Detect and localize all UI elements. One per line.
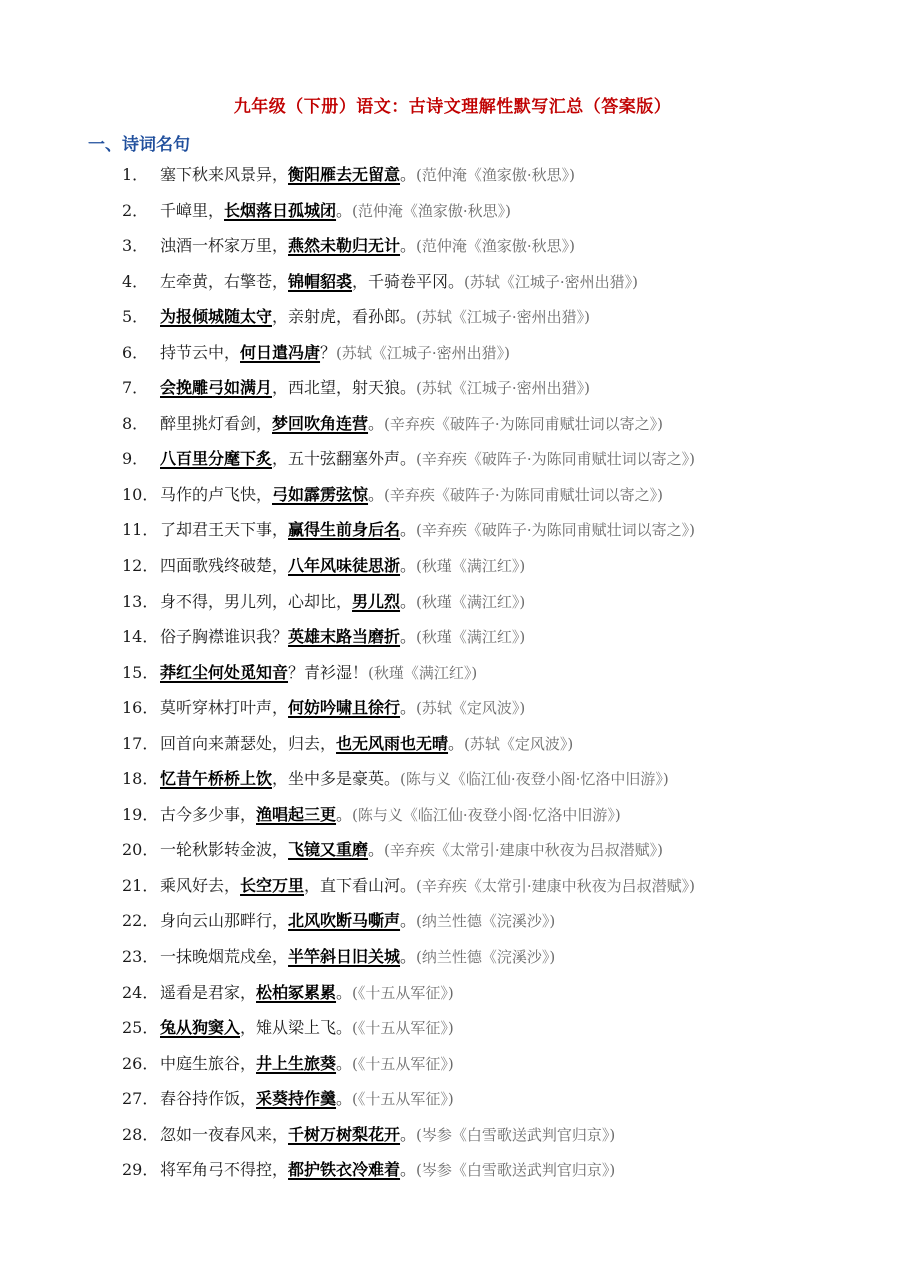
- item-source: (苏轼《江城子·密州出猎》): [416, 379, 591, 398]
- item-suffix: 。: [336, 200, 353, 220]
- answer-text: 何妨吟啸且徐行: [288, 698, 401, 718]
- item-suffix: 。: [400, 591, 417, 611]
- list-item: [122, 726, 892, 762]
- item-source: (《十五从军征》): [352, 1019, 454, 1038]
- item-suffix: 。: [400, 520, 417, 540]
- item-source: (《十五从军征》): [352, 1054, 454, 1073]
- item-suffix: 。: [400, 1124, 417, 1144]
- document-title: 九年级（下册）语文：古诗文理解性默写汇总（答案版）: [233, 97, 672, 117]
- item-source: (陈与义《临江仙·夜登小阁·忆洛中旧游》): [400, 770, 669, 789]
- section-heading: 一、诗词名句: [88, 135, 190, 155]
- item-suffix: ，千骑卷平冈。: [352, 271, 465, 291]
- item-number: 24．: [122, 982, 159, 1002]
- item-number: 19．: [122, 804, 159, 824]
- list-item: [122, 228, 892, 264]
- item-suffix: 。: [400, 556, 417, 576]
- item-source: (苏轼《定风波》): [416, 699, 526, 718]
- item-number: 5．: [122, 307, 149, 327]
- item-prefix: 遥看是君家，: [160, 982, 257, 1002]
- list-item: [122, 477, 892, 513]
- item-suffix: ，雉从梁上飞。: [240, 1018, 353, 1038]
- item-number: 7．: [122, 378, 149, 398]
- list-item: [122, 619, 892, 655]
- list-item: [122, 797, 892, 833]
- item-number: 9．: [122, 449, 149, 469]
- item-number: 4．: [122, 271, 149, 291]
- list-item: [122, 1081, 892, 1117]
- item-prefix: 了却君王天下事，: [160, 520, 289, 540]
- answer-text: 锦帽貂裘: [288, 271, 353, 291]
- item-source: (苏轼《定风波》): [464, 734, 574, 753]
- answer-text: 也无风雨也无晴: [336, 733, 449, 753]
- item-prefix: 回首向来萧瑟处，归去，: [160, 733, 337, 753]
- answer-text: 北风吹断马嘶声: [288, 911, 401, 931]
- item-suffix: 。: [400, 1160, 417, 1180]
- answer-text: 燕然未勒归无计: [288, 236, 401, 256]
- answer-text: 英雄末路当磨折: [288, 627, 401, 647]
- list-item: [122, 299, 892, 335]
- poem-list: [122, 157, 892, 1188]
- item-number: 13．: [122, 591, 159, 611]
- item-prefix: 持节云中，: [160, 342, 241, 362]
- list-item: [122, 548, 892, 584]
- answer-text: 兔从狗窦入: [160, 1018, 241, 1038]
- answer-text: 长空万里: [240, 875, 305, 895]
- answer-text: 松柏冢累累: [256, 982, 337, 1002]
- item-prefix: 浊酒一杯家万里，: [160, 236, 289, 256]
- item-source: (辛弃疾《太常引·建康中秋夜为吕叔潜赋》): [416, 876, 696, 895]
- answer-text: 八年风味徒思浙: [288, 556, 401, 576]
- item-prefix: 醉里挑灯看剑，: [160, 413, 273, 433]
- item-prefix: 将军角弓不得控，: [160, 1160, 289, 1180]
- item-source: (秋瑾《满江红》): [416, 557, 526, 576]
- item-source: (秋瑾《满江红》): [368, 663, 478, 682]
- answer-text: 为报倾城随太守: [160, 307, 273, 327]
- item-prefix: 左牵黄，右擎苍，: [160, 271, 289, 291]
- item-suffix: 。: [448, 733, 465, 753]
- item-source: (辛弃疾《破阵子·为陈同甫赋壮词以寄之》): [384, 414, 664, 433]
- list-item: [122, 1152, 892, 1188]
- item-number: 21．: [122, 875, 159, 895]
- item-suffix: 。: [400, 698, 417, 718]
- answer-text: 男儿烈: [352, 591, 401, 611]
- item-suffix: 。: [336, 804, 353, 824]
- item-prefix: 塞下秋来风景异，: [160, 165, 289, 184]
- item-number: 6．: [122, 342, 149, 362]
- list-item: [122, 157, 892, 193]
- item-number: 10．: [122, 484, 159, 504]
- item-number: 25．: [122, 1018, 159, 1038]
- item-suffix: 。: [400, 911, 417, 931]
- item-number: 3．: [122, 236, 149, 256]
- item-source: (陈与义《临江仙·夜登小阁·忆洛中旧游》): [352, 805, 621, 824]
- answer-text: 赢得生前身后名: [288, 520, 401, 540]
- list-item: [122, 903, 892, 939]
- item-source: (辛弃疾《破阵子·为陈同甫赋壮词以寄之》): [416, 521, 696, 540]
- item-prefix: 乘风好去，: [160, 875, 241, 895]
- answer-text: 半竿斜日旧关城: [288, 947, 401, 967]
- item-suffix: ？: [320, 342, 337, 362]
- item-suffix: 。: [400, 627, 417, 647]
- item-source: (辛弃疾《破阵子·为陈同甫赋壮词以寄之》): [416, 450, 696, 469]
- answer-text: 莽红尘何处觅知音: [160, 662, 289, 682]
- item-suffix: 。: [400, 947, 417, 967]
- item-number: 27．: [122, 1089, 159, 1109]
- item-source: (苏轼《江城子·密州出猎》): [416, 308, 591, 327]
- answer-text: 忆昔午桥桥上饮: [160, 769, 273, 789]
- list-item: [122, 370, 892, 406]
- item-prefix: 身不得，男儿列，心却比，: [160, 591, 353, 611]
- item-number: 29．: [122, 1160, 159, 1180]
- item-prefix: 身向云山那畔行，: [160, 911, 289, 931]
- item-prefix: 一轮秋影转金波，: [160, 840, 289, 860]
- answer-text: 井上生旅葵: [256, 1053, 337, 1073]
- item-number: 18．: [122, 769, 159, 789]
- answer-text: 长烟落日孤城闭: [224, 200, 337, 220]
- item-suffix: ，直下看山河。: [304, 875, 417, 895]
- answer-text: 都护铁衣冷难着: [288, 1160, 401, 1180]
- list-item: [122, 584, 892, 620]
- item-prefix: 千嶂里，: [160, 200, 225, 220]
- list-item: [122, 264, 892, 300]
- answer-text: 弓如霹雳弦惊: [272, 484, 369, 504]
- list-item: [122, 1010, 892, 1046]
- item-source: (秋瑾《满江红》): [416, 592, 526, 611]
- list-item: [122, 335, 892, 371]
- answer-text: 会挽雕弓如满月: [160, 378, 273, 398]
- list-item: [122, 939, 892, 975]
- answer-text: 梦回吹角连营: [272, 413, 369, 433]
- answer-text: 八百里分麾下炙: [160, 449, 273, 469]
- item-source: (岑参《白雪歌送武判官归京》): [416, 1125, 616, 1144]
- item-suffix: ，坐中多是豪英。: [272, 769, 401, 789]
- item-source: (《十五从军征》): [352, 1090, 454, 1109]
- item-source: (纳兰性德《浣溪沙》): [416, 912, 556, 931]
- list-item: [122, 655, 892, 691]
- list-item: [122, 761, 892, 797]
- item-prefix: 忽如一夜春风来，: [160, 1124, 289, 1144]
- item-prefix: 马作的卢飞快，: [160, 484, 273, 504]
- item-number: 16．: [122, 698, 159, 718]
- item-number: 20．: [122, 840, 159, 860]
- list-item: [122, 193, 892, 229]
- item-source: (范仲淹《渔家傲·秋思》): [352, 201, 512, 220]
- item-prefix: 一抹晚烟荒戍垒，: [160, 947, 289, 967]
- answer-text: 采葵持作羹: [256, 1089, 337, 1109]
- item-suffix: ？青衫湿！: [288, 662, 369, 682]
- item-suffix: 。: [336, 1053, 353, 1073]
- item-number: 2．: [122, 200, 149, 220]
- item-suffix: 。: [336, 1089, 353, 1109]
- item-number: 1．: [122, 165, 149, 184]
- item-source: (纳兰性德《浣溪沙》): [416, 948, 556, 967]
- item-number: 17．: [122, 733, 159, 753]
- answer-text: 渔唱起三更: [256, 804, 337, 824]
- list-item: [122, 832, 892, 868]
- list-item: [122, 1117, 892, 1153]
- item-number: 23．: [122, 947, 159, 967]
- item-source: (范仲淹《渔家傲·秋思》): [416, 237, 576, 256]
- item-source: (辛弃疾《破阵子·为陈同甫赋壮词以寄之》): [384, 485, 664, 504]
- item-source: (范仲淹《渔家傲·秋思》): [416, 166, 576, 184]
- item-suffix: 。: [368, 840, 385, 860]
- item-number: 14．: [122, 627, 159, 647]
- item-number: 11．: [122, 520, 159, 540]
- item-source: (苏轼《江城子·密州出猎》): [336, 343, 511, 362]
- list-item: [122, 868, 892, 904]
- item-prefix: 中庭生旅谷，: [160, 1053, 257, 1073]
- item-prefix: 舂谷持作饭，: [160, 1089, 257, 1109]
- answer-text: 千树万树梨花开: [288, 1124, 401, 1144]
- item-prefix: 四面歌残终破楚，: [160, 556, 289, 576]
- item-number: 12．: [122, 556, 159, 576]
- item-source: (辛弃疾《太常引·建康中秋夜为吕叔潜赋》): [384, 841, 664, 860]
- item-suffix: 。: [336, 982, 353, 1002]
- item-number: 8．: [122, 413, 149, 433]
- answer-text: 何日遣冯唐: [240, 342, 321, 362]
- item-source: (苏轼《江城子·密州出猎》): [464, 272, 639, 291]
- list-item: [122, 1046, 892, 1082]
- list-item: [122, 441, 892, 477]
- item-source: (岑参《白雪歌送武判官归京》): [416, 1161, 616, 1180]
- item-suffix: ，五十弦翻塞外声。: [272, 449, 417, 469]
- item-suffix: 。: [368, 484, 385, 504]
- list-item: [122, 512, 892, 548]
- item-number: 26．: [122, 1053, 159, 1073]
- answer-text: 飞镜又重磨: [288, 840, 369, 860]
- item-number: 22．: [122, 911, 159, 931]
- list-item: [122, 975, 892, 1011]
- item-number: 15．: [122, 662, 159, 682]
- item-suffix: 。: [368, 413, 385, 433]
- item-source: (秋瑾《满江红》): [416, 628, 526, 647]
- item-prefix: 莫听穿林打叶声，: [160, 698, 289, 718]
- item-suffix: 。: [400, 165, 417, 184]
- item-suffix: ，西北望，射天狼。: [272, 378, 417, 398]
- list-item: [122, 406, 892, 442]
- item-prefix: 俗子胸襟谁识我？: [160, 627, 289, 647]
- item-suffix: 。: [400, 236, 417, 256]
- item-prefix: 古今多少事，: [160, 804, 257, 824]
- answer-text: 衡阳雁去无留意: [288, 165, 401, 184]
- item-number: 28．: [122, 1124, 159, 1144]
- item-suffix: ，亲射虎，看孙郎。: [272, 307, 417, 327]
- list-item: [122, 690, 892, 726]
- item-source: (《十五从军征》): [352, 983, 454, 1002]
